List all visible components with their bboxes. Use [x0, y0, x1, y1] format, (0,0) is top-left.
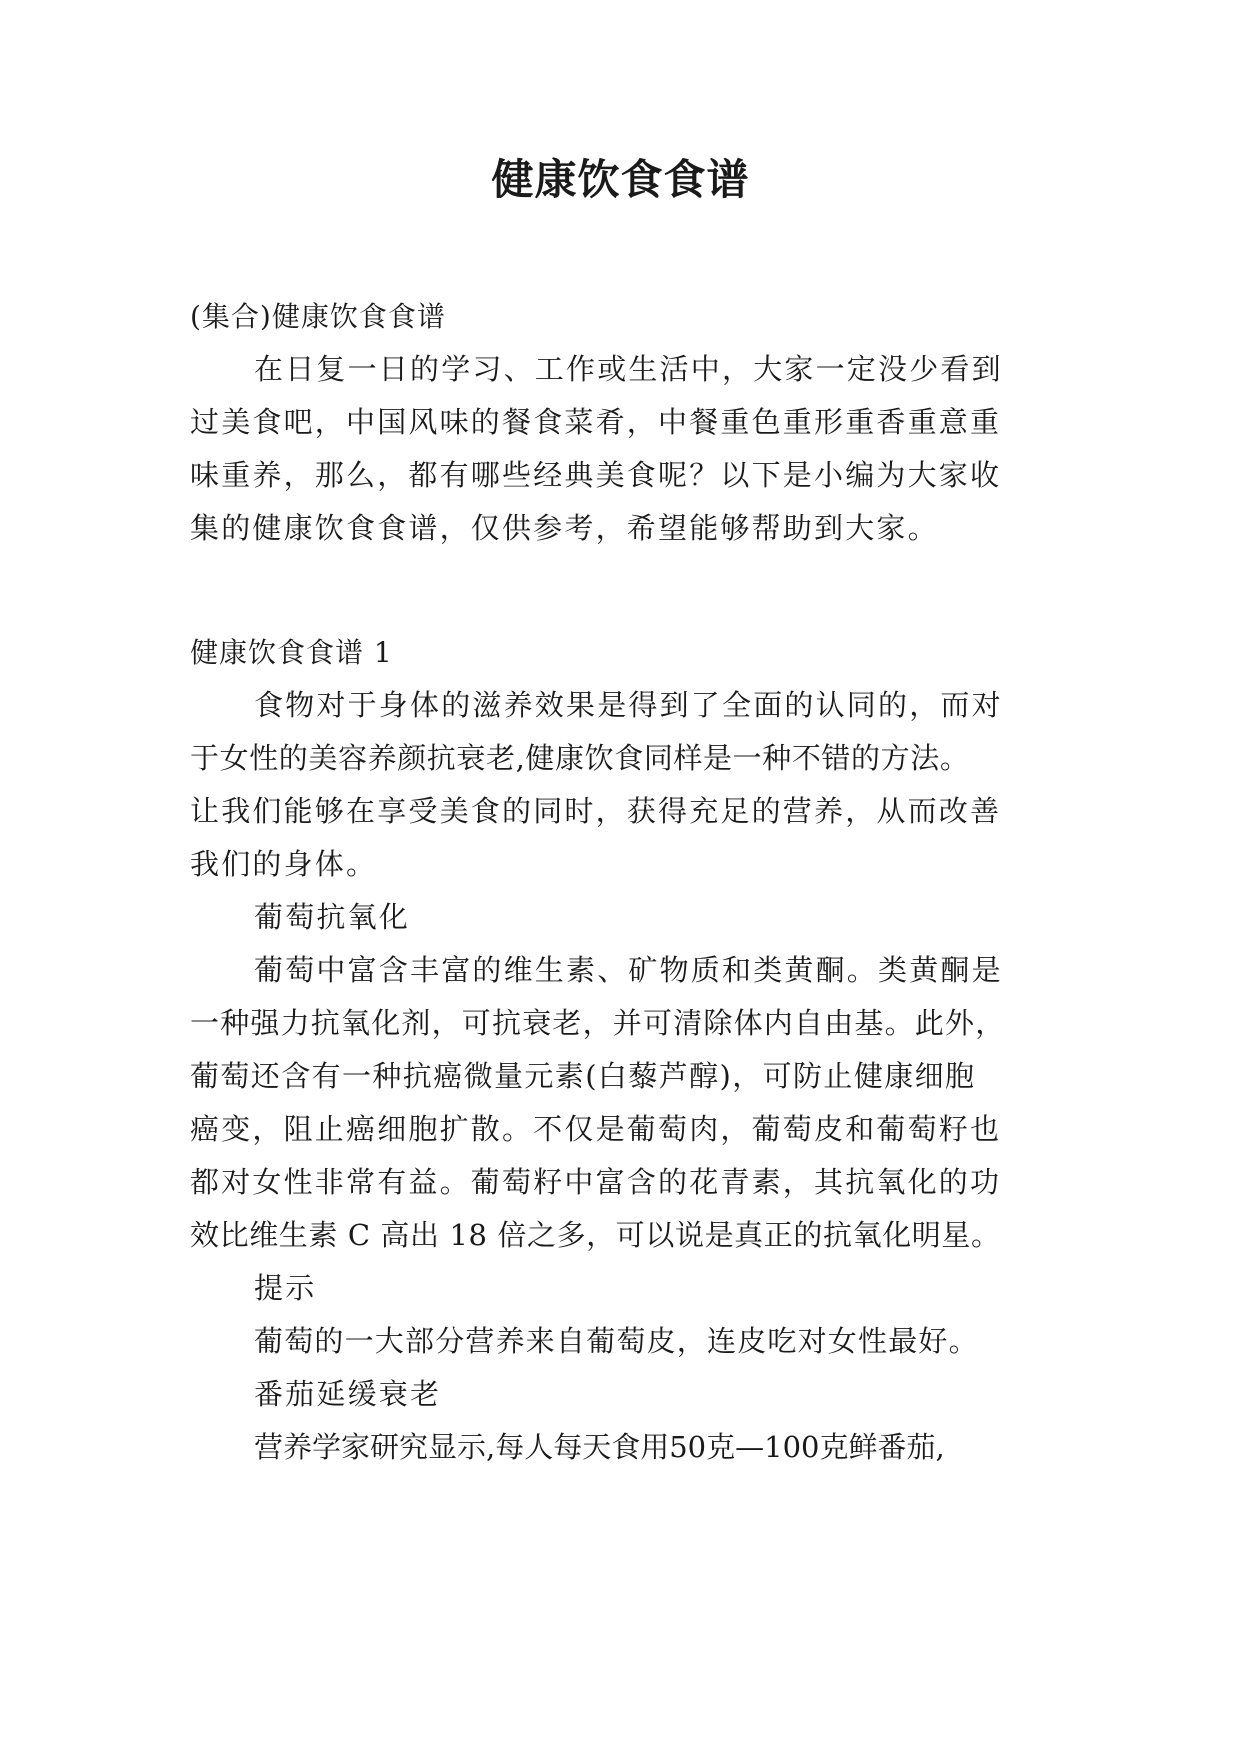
document-body — [190, 290, 1052, 1474]
grape-line: 葡萄中富含丰富的维生素、矿物质和类黄酮。类黄酮是 — [254, 953, 1003, 987]
subheading-tip: 提示 — [254, 1271, 317, 1305]
tomato-line: 营养学家研究显示,每人每天食用50克—100克鲜番茄, — [254, 1430, 945, 1464]
grape-line: 效比维生素 C 高出 18 倍之多，可以说是真正的抗氧化明星。 — [190, 1218, 1001, 1252]
subheading-grape: 葡萄抗氧化 — [254, 900, 411, 934]
section-line: 食物对于身体的滋养效果是得到了全面的认同的，而对 — [254, 688, 1003, 722]
section-heading: 健康饮食食谱 1 — [190, 636, 393, 669]
intro-line: 过美食吧，中国风味的餐食菜肴，中餐重色重形重香重意重 — [190, 405, 1002, 439]
intro-line: 在日复一日的学习、工作或生活中，大家一定没少看到 — [254, 352, 1003, 386]
grape-line: 都对女性非常有益。葡萄籽中富含的花青素，其抗氧化的功 — [190, 1165, 1002, 1199]
subheading-tomato: 番茄延缓衰老 — [254, 1377, 442, 1411]
section-line: 于女性的美容养颜抗衰老,健康饮食同样是一种不错的方法。 — [190, 741, 970, 775]
grape-line: 葡萄还含有一种抗癌微量元素(白藜芦醇)，可防止健康细胞 — [190, 1059, 976, 1093]
document-title: 健康饮食食谱 — [491, 155, 750, 204]
tip-line: 葡萄的一大部分营养来自葡萄皮，连皮吃对女性最好。 — [254, 1324, 979, 1358]
section-line: 让我们能够在享受美食的同时，获得充足的营养，从而改善 — [190, 794, 1002, 828]
paragraph-gap — [190, 555, 1052, 626]
section-line: 我们的身体。 — [190, 847, 378, 881]
intro-line: 味重养，那么，都有哪些经典美食呢？以下是小编为大家收 — [190, 458, 1002, 492]
intro-line: 集的健康饮食食谱，仅供参考，希望能够帮助到大家。 — [190, 511, 939, 545]
grape-line: 癌变，阻止癌细胞扩散。不仅是葡萄肉，葡萄皮和葡萄籽也 — [190, 1112, 1002, 1146]
grape-line: 一种强力抗氧化剂，可抗衰老，并可清除体内自由基。此外， — [190, 1006, 1006, 1040]
intro-heading: (集合)健康饮食食谱 — [190, 300, 446, 333]
